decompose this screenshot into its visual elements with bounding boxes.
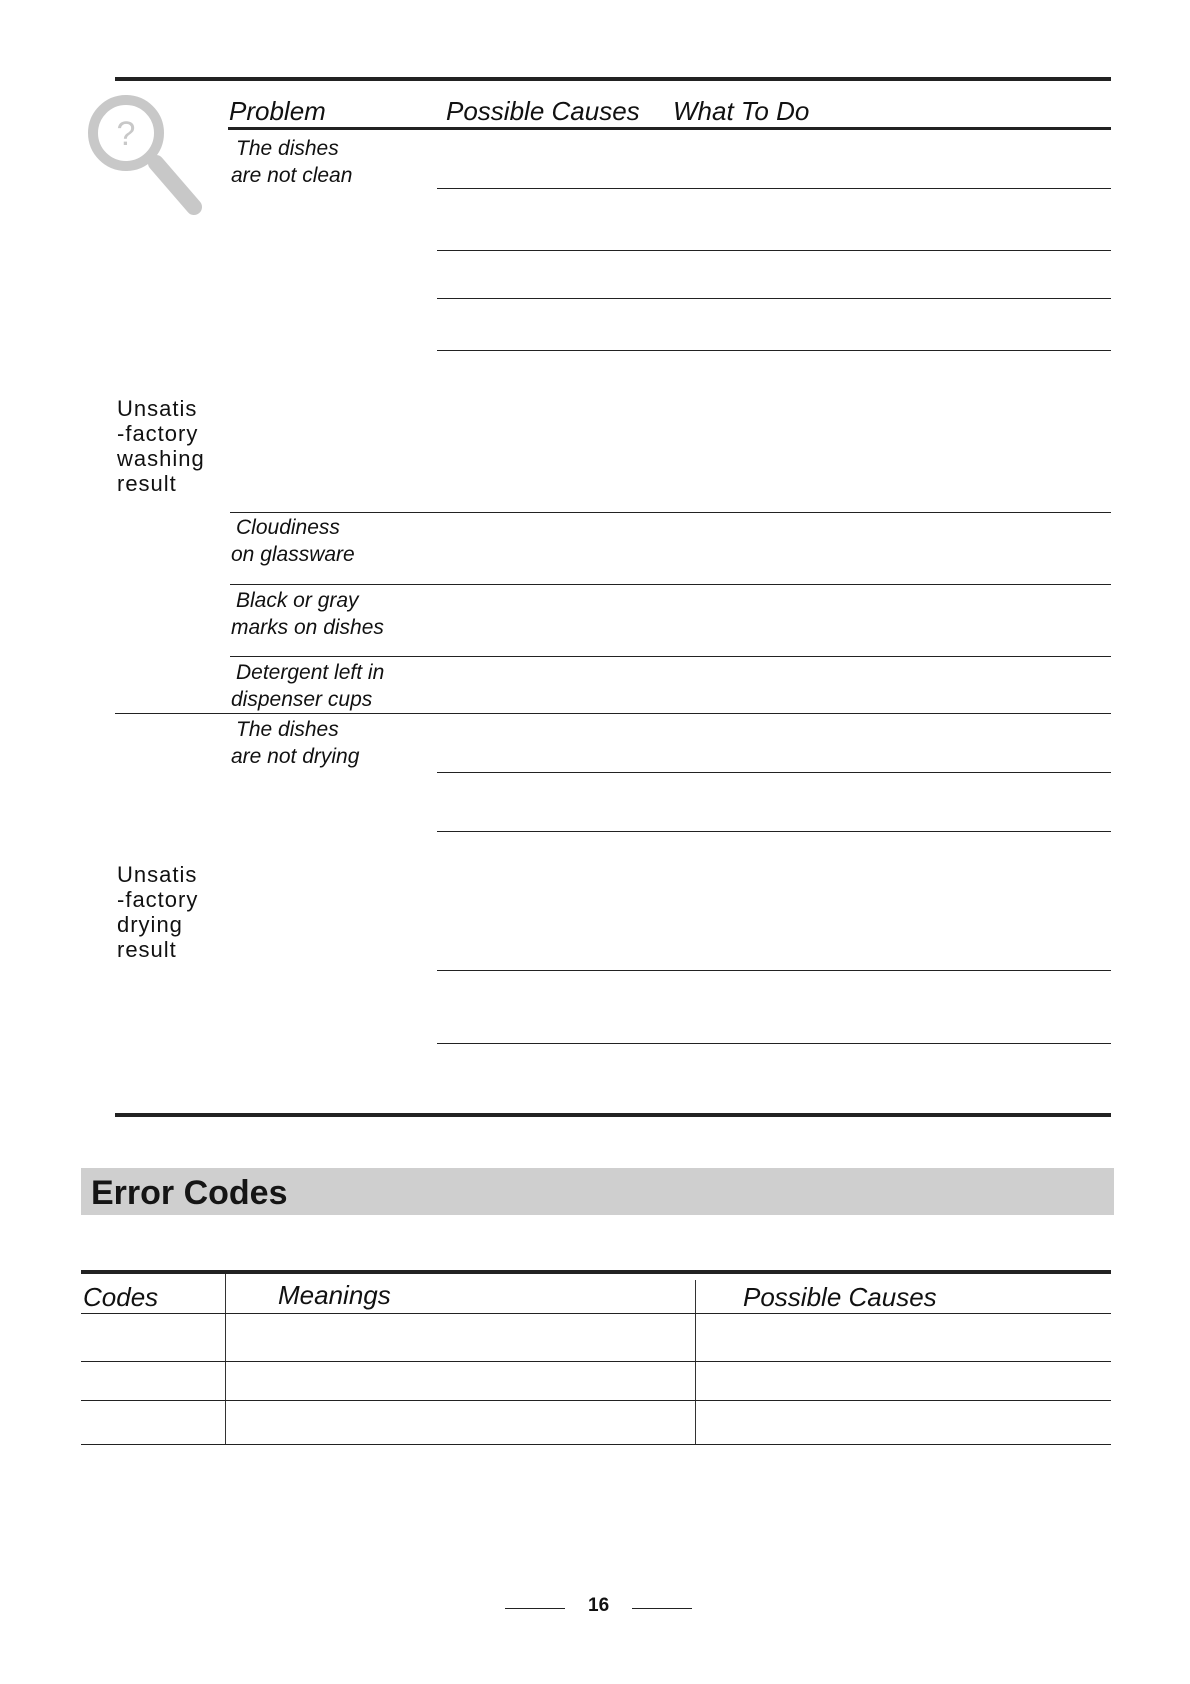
category-washing-label [117, 396, 205, 496]
magnifier-question-icon [86, 93, 206, 218]
bottom-rule [115, 1113, 1111, 1117]
problem-line: are not drying [231, 745, 360, 768]
header-problem: Problem [229, 96, 326, 126]
row-divider [437, 188, 1111, 189]
category-drying-label [117, 862, 198, 962]
error-table-top-rule [81, 1270, 1111, 1274]
row-divider [437, 250, 1111, 251]
row-divider [437, 831, 1111, 832]
category-line: drying [117, 912, 183, 937]
header-rule [228, 127, 1111, 130]
problem-line: Cloudiness [236, 516, 340, 539]
problem-line: marks on dishes [231, 616, 384, 639]
svg-text:?: ? [116, 115, 136, 153]
problem-cloudiness [231, 514, 355, 568]
page-number-rule-left [505, 1608, 565, 1609]
row-divider [437, 350, 1111, 351]
row-divider [437, 1043, 1111, 1044]
header-possible-causes: Possible Causes [446, 96, 640, 126]
page-number: 16 [588, 1595, 610, 1616]
problem-dishes-not-clean [231, 135, 352, 189]
row-divider [230, 512, 1111, 513]
problem-line: on glassware [231, 543, 355, 566]
top-rule [115, 77, 1111, 81]
error-row-divider [81, 1444, 1111, 1445]
header-codes: Codes [83, 1282, 159, 1312]
category-line: -factory [117, 887, 199, 912]
page-number-rule-right [632, 1608, 692, 1609]
category-line: washing [117, 446, 205, 471]
row-divider [437, 298, 1111, 299]
header-meanings: Meanings [278, 1280, 391, 1310]
error-row [81, 1314, 1111, 1361]
problem-line: Black or gray [236, 589, 359, 612]
category-line: -factory [117, 421, 199, 446]
error-row [81, 1362, 1111, 1400]
header-what-to-do: What To Do [673, 96, 810, 126]
problem-line: dispenser cups [231, 688, 373, 711]
section-divider [115, 713, 1111, 714]
problem-line: are not clean [231, 164, 353, 187]
row-divider [437, 970, 1111, 971]
problem-line: Detergent left in [236, 661, 385, 684]
header-error-possible-causes: Possible Causes [743, 1282, 937, 1312]
category-line: result [117, 937, 177, 962]
problem-dishes-not-drying [231, 716, 359, 770]
error-codes-banner [81, 1168, 1114, 1215]
error-codes-title: Error Codes [91, 1174, 288, 1212]
category-line: Unsatis [117, 396, 198, 421]
row-divider [230, 656, 1111, 657]
row-divider [437, 772, 1111, 773]
problem-line: The dishes [236, 718, 339, 741]
problem-line: The dishes [236, 137, 339, 160]
problem-black-gray-marks [231, 587, 384, 641]
problem-detergent-left [231, 659, 384, 713]
error-row [81, 1401, 1111, 1444]
category-line: Unsatis [117, 862, 198, 887]
row-divider [230, 584, 1111, 585]
category-line: result [117, 471, 177, 496]
